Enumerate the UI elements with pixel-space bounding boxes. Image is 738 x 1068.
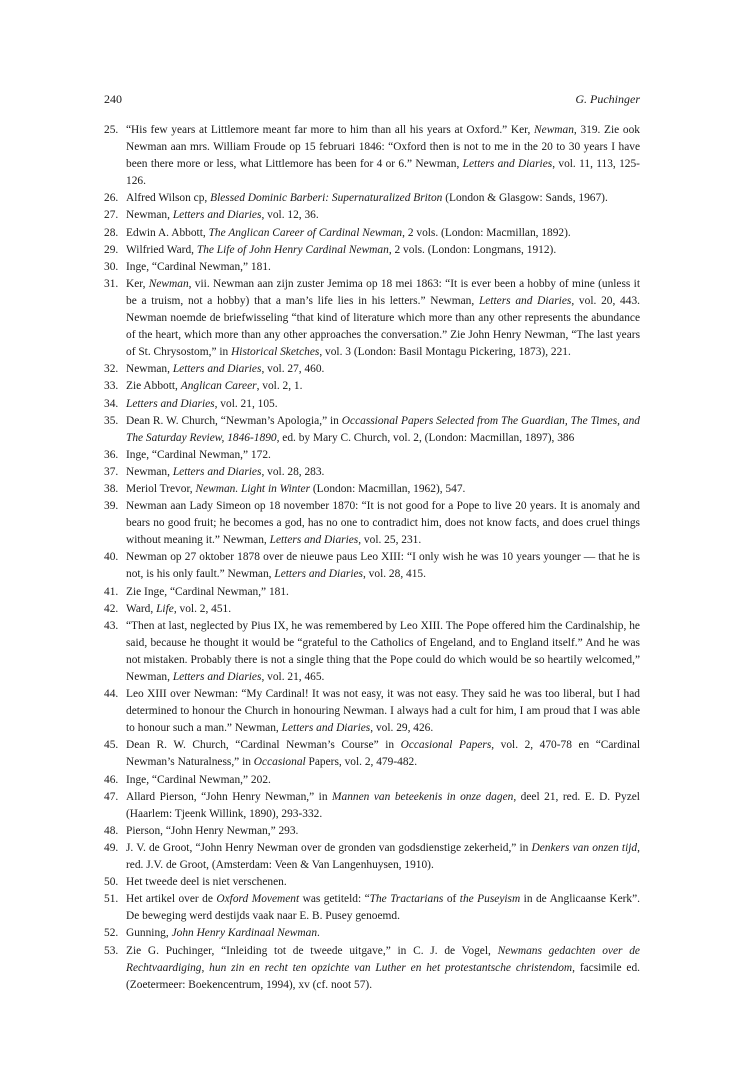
endnote-text-run: Alfred Wilson cp,: [126, 192, 211, 205]
endnote-text: [126, 586, 289, 598]
endnote-title-italic: Letters and Diaries: [462, 158, 553, 171]
endnote-text-run: .: [317, 927, 320, 940]
endnote-number: 41.: [104, 585, 119, 598]
endnote-text: [126, 363, 324, 375]
endnote-number: 36.: [104, 448, 119, 461]
endnote-number: 45.: [104, 739, 119, 752]
endnote-text-run: , vol. 3 (London: Basil Montagu Pickering, 1873), 221.: [319, 346, 571, 359]
endnote: [104, 789, 640, 823]
endnote-number: 51.: [104, 893, 119, 906]
endnote-text-run: “His few years at Littlemore meant far more to him than all his years at Oxford.” Ker,: [126, 124, 535, 136]
endnote-text-run: in de Anglicaanse Kerk”. De beweging werd destijds vaak naar E. B. Pusey genoemd.: [126, 893, 641, 923]
endnote-text-run: Inge, “Cardinal Newman,” 202.: [126, 773, 271, 786]
endnote-text: [126, 791, 640, 820]
endnote-number: 28.: [104, 226, 119, 239]
endnote-text-run: , 2 vols. (London: Longmans, 1912).: [388, 243, 557, 256]
endnote-number: 39.: [104, 500, 119, 513]
endnote-text-run: Zie G. Puchinger, “Inleiding tot de tweede uitgave,” in C. J. de Vogel,: [126, 944, 498, 957]
endnote-number: 26.: [104, 192, 119, 205]
endnote-number: 49.: [104, 841, 119, 854]
endnote: [104, 601, 640, 618]
endnote: [104, 122, 640, 190]
endnote-title-italic: Letters and Diaries: [281, 722, 371, 735]
endnote-text-run: Zie Inge, “Cardinal Newman,” 181.: [126, 585, 289, 598]
endnote-title-italic: John Henry Kardinaal Newman: [171, 927, 318, 940]
endnote-text-run: of: [443, 893, 460, 906]
endnote: [104, 225, 640, 242]
endnote-title-italic: Historical Sketches: [231, 346, 320, 359]
endnote-text-run: Edwin A. Abbott,: [126, 226, 209, 239]
endnote: [104, 823, 640, 840]
endnote-text-run: “Then at last, neglected by Pius IX, he was remembered by Leo XIII. The Pope offered him the Cardinalship, he said, because he thought it would be “grateful to the Catholics of Engeland, and to England itself.” And he was not mistaken. Probably there is not a single thing that the Pope could do which would be so heartily welcomed,” Newman,: [126, 619, 640, 683]
endnote-text-run: (London & Glasgow: Sands, 1967).: [442, 192, 608, 205]
endnote-number: 50.: [104, 876, 119, 889]
endnote-number: 47.: [104, 790, 119, 803]
endnote: [104, 840, 640, 874]
endnote-text-run: Newman,: [126, 465, 173, 478]
endnote-text-run: , 319. Zie ook Newman aan mrs. William Froude op 15 februari 1846: “Oxford then is not to me in the 20 to 30 years I have been there more or less, what Littlemore has been for 4 or 6.” Newman,: [126, 124, 640, 171]
endnote-text-run: , vol. 29, 426.: [370, 722, 434, 735]
endnote: [104, 772, 640, 789]
endnote: [104, 618, 640, 686]
endnote-text: [126, 244, 556, 256]
endnote-text-run: , vol. 11, 113, 125-126.: [126, 158, 640, 188]
page-number: 240: [104, 92, 122, 106]
endnote-text-run: , vol. 20, 443. Newman noemde de briefwisseling “that kind of literature which more than any other represents the abundance of the heart, which more than any other approaches the conversation.” Zie John Henry Newman, “The last years of St. Chrysostom,” in: [126, 294, 640, 359]
endnote-number: 40.: [104, 551, 119, 564]
endnote-text: [126, 500, 640, 546]
endnote: [104, 447, 640, 464]
endnote-text: [126, 620, 640, 683]
endnote-text-run: was getiteld: “: [299, 893, 370, 906]
endnote-title-italic: Letters and Diaries: [172, 209, 262, 222]
endnote-text-run: , vol. 27, 460.: [261, 363, 325, 376]
endnote-text-run: Het artikel over de: [126, 893, 217, 906]
endnote-title-italic: Letters and Diaries: [126, 397, 215, 410]
endnote-title-italic: The Anglican Career of Cardinal Newman: [208, 226, 403, 239]
endnote: [104, 925, 640, 942]
endnote-text: [126, 603, 231, 615]
endnote-text-run: , vii. Newman aan zijn zuster Jemima op 18 mei 1863: “It is ever been a hobby of mine (unless it be a truism, not a hobby) that a man’s life lies in his letters.” Newman,: [126, 277, 640, 307]
endnote-text-run: (London: Macmillan, 1962), 547.: [310, 482, 466, 495]
endnote-number: 46.: [104, 773, 119, 786]
endnote-text-run: Pierson, “John Henry Newman,” 293.: [126, 824, 299, 837]
endnote-title-italic: Occassional Papers Selected from The Guardian, The Times, and The Saturday Review, 1846-1890,: [126, 414, 640, 444]
endnote-text-run: Dean R. W. Church, “Cardinal Newman’s Course” in: [126, 739, 401, 752]
endnote-text-run: , facsimile ed. (Zoetermeer: Boekencentrum, 1994), xv (cf. noot 57).: [126, 961, 640, 991]
endnote: [104, 361, 640, 378]
endnote-title-italic: The Tractarians: [369, 893, 444, 906]
endnote: [104, 549, 640, 583]
endnote-text-run: ed. by Mary C. Church, vol. 2, (London: Macmillan, 1897), 386: [279, 431, 575, 444]
endnote-text: [126, 876, 287, 888]
endnote-text-run: , vol. 12, 36.: [261, 209, 319, 222]
endnote-text-run: Zie Abbott,: [126, 380, 181, 393]
endnote-text-run: Inge, “Cardinal Newman,” 181.: [126, 260, 271, 273]
endnote-title-italic: Occasional Papers: [400, 739, 492, 752]
running-head: G. Puchinger: [575, 92, 640, 106]
endnote-text-run: Gunning,: [126, 927, 172, 940]
endnote-text-run: J. V. de Groot, “John Henry Newman over de gronden van godsdienstige zekerheid,” in: [126, 841, 532, 854]
endnote: [104, 207, 640, 224]
endnote-text: [126, 192, 608, 204]
endnote-text: [126, 774, 271, 786]
endnote: [104, 242, 640, 259]
endnote-text-run: Wilfried Ward,: [126, 243, 197, 256]
endnote-text: [126, 415, 640, 444]
endnote-text-run: Newman,: [126, 209, 173, 222]
endnote-text: [126, 124, 640, 187]
endnote-text-run: Newman aan Lady Simeon op 18 november 1870: “It is not good for a Pope to live 20 years. It is anomaly and bears no good fruit; he becomes a god, has no one to contradict him, does not know facts, and does cruel things without meaning it.” Newman,: [126, 500, 640, 547]
endnote: [104, 378, 640, 395]
endnote-number: 43.: [104, 619, 119, 632]
endnote-number: 27.: [104, 209, 119, 222]
endnote: [104, 943, 640, 994]
endnote-text: [126, 893, 640, 922]
endnote-text: [126, 209, 319, 221]
endnote-text-run: Ker,: [126, 277, 149, 290]
endnotes-list: [104, 122, 640, 994]
endnote-text: [126, 483, 465, 495]
endnote-number: 42.: [104, 602, 119, 615]
endnote-number: 52.: [104, 927, 119, 940]
endnote-text-run: Meriol Trevor,: [126, 482, 196, 495]
endnote: [104, 464, 640, 481]
endnote-text: [126, 842, 640, 871]
endnote-number: 30.: [104, 260, 119, 273]
endnote-text: [126, 927, 320, 939]
endnote-text-run: Dean R. W. Church, “Newman’s Apologia,” in: [126, 414, 342, 427]
endnote-text-run: , vol. 21, 465.: [261, 671, 325, 683]
endnote-text-run: , vol. 2, 451.: [173, 602, 232, 615]
endnote: [104, 190, 640, 207]
endnote-title-italic: Newman. Light in Winter: [195, 482, 311, 495]
endnote-text-run: Ward,: [126, 602, 157, 615]
endnote-text: [126, 688, 640, 734]
endnote-number: 31.: [104, 277, 119, 290]
endnote-text: [126, 380, 302, 392]
endnote-title-italic: Occasional: [253, 756, 306, 769]
endnote-number: 33.: [104, 380, 119, 393]
endnote-text: [126, 466, 324, 478]
endnote-text-run: Het tweede deel is niet verschenen.: [126, 876, 287, 889]
endnote: [104, 276, 640, 361]
endnote-text: [126, 261, 271, 273]
endnote: [104, 686, 640, 737]
endnote-title-italic: Letters and Diaries: [478, 294, 572, 307]
endnote-title-italic: Letters and Diaries: [269, 534, 359, 547]
endnote-number: 38.: [104, 482, 119, 495]
endnote-title-italic: Newmans gedachten over de Rechtvaardiging, hun zin en recht ten opzichte van Luther en het protestantsche christendom: [126, 944, 640, 974]
endnote-text: [126, 739, 640, 768]
endnote-title-italic: Letters and Diaries: [274, 568, 363, 581]
endnote: [104, 584, 640, 601]
endnote-text-run: , vol. 2, 470-78 en “Cardinal Newman’s Naturalness,” in: [126, 739, 640, 769]
endnote-text-run: Allard Pierson, “John Henry Newman,” in: [126, 790, 333, 803]
endnote: [104, 874, 640, 891]
endnote-number: 32.: [104, 363, 119, 376]
endnote-text-run: Newman op 27 oktober 1878 over de nieuwe paus Leo XIII: “I only wish he was 10 years younger — that he is not, is his only fault.” Newman,: [126, 551, 640, 581]
endnote-title-italic: Letters and Diaries: [172, 671, 262, 683]
endnote-title-italic: Oxford Movement: [216, 893, 300, 906]
endnote-text-run: Newman,: [126, 363, 173, 376]
endnote-number: 48.: [104, 824, 119, 837]
endnote-title-italic: Anglican Career: [180, 380, 257, 393]
endnote: [104, 413, 640, 447]
endnote-text-run: Papers, vol. 2, 479-482.: [305, 756, 418, 769]
endnote: [104, 498, 640, 549]
endnote-text: [126, 945, 640, 991]
endnote: [104, 259, 640, 276]
endnote-text: [126, 449, 271, 461]
endnote-title-italic: Letters and Diaries: [172, 465, 262, 478]
endnote-number: 37.: [104, 465, 119, 478]
endnote-text-run: , vol. 21, 105.: [214, 397, 278, 410]
endnote-title-italic: Newman: [148, 277, 189, 290]
endnote-title-italic: The Life of John Henry Cardinal Newman: [196, 243, 389, 256]
endnote-text-run: , vol. 2, 1.: [256, 380, 303, 393]
endnote-title-italic: Letters and Diaries: [172, 363, 262, 376]
endnote: [104, 891, 640, 925]
endnote: [104, 396, 640, 413]
endnote-number: 25.: [104, 124, 119, 136]
endnote-title-italic: Life: [156, 602, 174, 615]
endnote-text-run: Leo XIII over Newman: “My Cardinal! It was not easy, it was not easy. They said he was too liberal, but I had determined to honour the Church in honouring Newman. I always had a cult for him, I am proud that I was able to honour such a man.” Newman,: [126, 688, 640, 735]
endnote-text: [126, 278, 640, 358]
endnote-text-run: , vol. 28, 283.: [261, 465, 325, 478]
endnote-title-italic: the Puseyism: [459, 893, 521, 906]
endnote-title-italic: Mannen van beteekenis in onze dagen: [332, 790, 514, 803]
endnote-text-run: Inge, “Cardinal Newman,” 172.: [126, 448, 271, 461]
endnote: [104, 481, 640, 498]
endnote-number: 44.: [104, 688, 119, 701]
endnote-text-run: , 2 vols. (London: Macmillan, 1892).: [402, 226, 571, 239]
endnote-text-run: , vol. 28, 415.: [362, 568, 426, 581]
endnote-title-italic: Newman: [534, 124, 574, 136]
endnote-title-italic: Denkers van onzen tijd: [531, 841, 638, 854]
endnote-number: 53.: [104, 944, 119, 957]
endnote-number: 35.: [104, 414, 119, 427]
endnote-title-italic: Blessed Dominic Barberi: Supernaturalized Briton: [210, 192, 443, 205]
endnote-text: [126, 825, 298, 837]
endnote-text-run: , deel 21, red. E. D. Pyzel (Haarlem: Tjeenk Willink, 1890), 293-332.: [126, 790, 640, 820]
endnote-number: 34.: [104, 397, 119, 410]
endnote-text: [126, 398, 278, 410]
endnote-text: [126, 551, 640, 580]
endnote-text: [126, 227, 571, 239]
endnote-text-run: , red. J.V. de Groot, (Amsterdam: Veen & Van Langenhuysen, 1910).: [126, 841, 640, 872]
endnote: [104, 737, 640, 771]
endnote-text-run: , vol. 25, 231.: [358, 534, 422, 547]
endnote-number: 29.: [104, 243, 119, 256]
